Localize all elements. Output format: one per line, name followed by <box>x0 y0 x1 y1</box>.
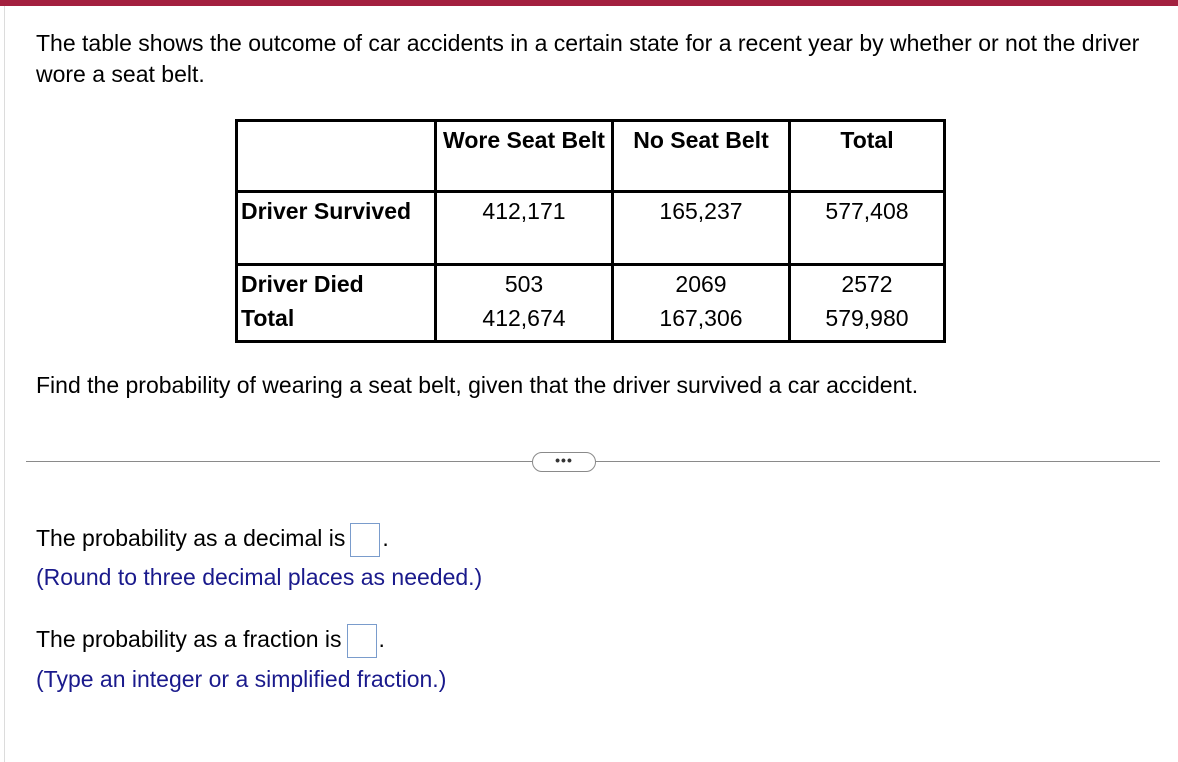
row-label-driver-survived: Driver Survived <box>237 192 436 265</box>
cell-died-no-belt: 2069 <box>613 265 790 303</box>
cell-survived-wore: 412,171 <box>436 192 613 265</box>
table-row <box>237 265 945 303</box>
fraction-answer-line <box>36 624 385 658</box>
decimal-suffix: . <box>382 525 389 552</box>
more-options-button[interactable]: ••• <box>532 452 596 472</box>
col-header-wore-seat-belt: Wore Seat Belt <box>436 121 613 192</box>
cell-survived-total: 577,408 <box>790 192 945 265</box>
table-row <box>237 192 945 265</box>
decimal-prompt: The probability as a decimal is <box>36 525 346 552</box>
row-label-driver-died: Driver Died <box>237 265 436 303</box>
col-header-total: Total <box>790 121 945 192</box>
top-accent-bar <box>0 0 1178 6</box>
cell-total-no-belt: 167,306 <box>613 302 790 342</box>
fraction-answer-input[interactable] <box>347 624 377 658</box>
row-label-total: Total <box>237 302 436 342</box>
col-header-no-seat-belt: No Seat Belt <box>613 121 790 192</box>
cell-died-wore: 503 <box>436 265 613 303</box>
fraction-hint: (Type an integer or a simplified fraction.) <box>36 666 447 692</box>
cell-survived-no-belt: 165,237 <box>613 192 790 265</box>
decimal-answer-line <box>36 523 389 557</box>
table-corner-cell <box>237 121 436 192</box>
left-border <box>4 6 5 762</box>
fraction-suffix: . <box>378 626 385 653</box>
seat-belt-table <box>235 119 946 343</box>
table-row <box>237 302 945 342</box>
cell-total-total: 579,980 <box>790 302 945 342</box>
decimal-answer-input[interactable] <box>350 523 380 557</box>
table-header-row <box>237 121 945 192</box>
cell-total-wore: 412,674 <box>436 302 613 342</box>
fraction-prompt: The probability as a fraction is <box>36 626 342 653</box>
decimal-hint: (Round to three decimal places as needed.) <box>36 564 483 590</box>
question-text: Find the probability of wearing a seat belt, given that the driver survived a car accident. <box>36 372 919 398</box>
intro-text: The table shows the outcome of car accidents in a certain state for a recent year by whether or not the driver wore a seat belt. <box>36 30 1140 87</box>
cell-died-total: 2572 <box>790 265 945 303</box>
